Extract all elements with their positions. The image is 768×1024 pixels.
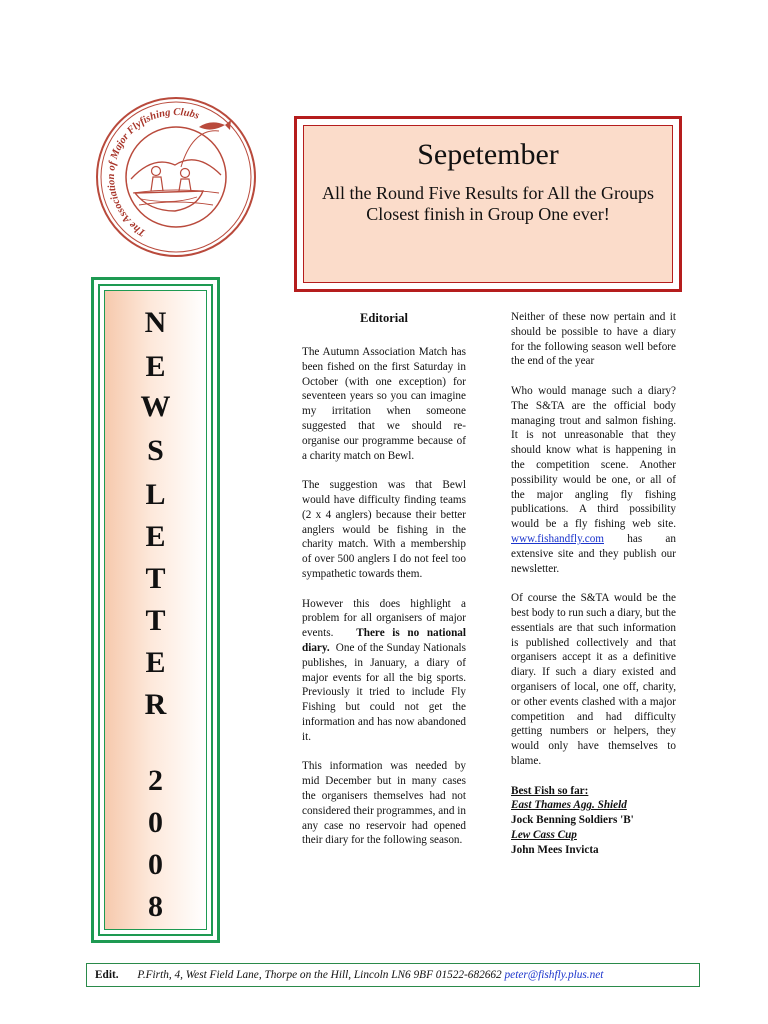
headline-line-1: All the Round Five Results for All the Groups (322, 182, 654, 203)
headline-panel (303, 125, 673, 283)
editorial-paragraph: This information was needed by mid December but in many cases the organisers themselves had not considered their programmes, and in any case no reservoir had opened their diary for the following season. (302, 760, 466, 847)
banner-year-digit: 8 (148, 890, 163, 923)
cup-winner: John Mees Invicta (511, 843, 599, 856)
banner-letter: N (144, 306, 167, 339)
banner-letter: E (145, 350, 166, 383)
editorial-column-1 (302, 345, 466, 863)
banner-letter: S (147, 434, 164, 467)
shield-winner: Jock Benning Soldiers 'B' (511, 814, 634, 827)
banner-year-digit: 2 (148, 764, 163, 797)
banner-letter: R (144, 688, 167, 721)
logo-ring-text: The Association of Major Flyfishing Clubs (106, 106, 201, 239)
banner-year-digit: 0 (148, 848, 163, 881)
editorial-paragraph: The Autumn Association Match has been fished on the first Saturday in October (with one exception) for seventeen years so you can imagine my irritation when someone suggested that we should re-organise our programme because of a charity match on Bewl. (302, 346, 466, 462)
fishandfly-link[interactable]: www.fishandfly.com (511, 532, 604, 545)
editorial-paragraph: Neither of these now pertain and it should be possible to have a diary for the following season well before the end of the year (511, 311, 676, 368)
editorial-paragraph: The suggestion was that Bewl would have difficulty finding teams (2 x 4 anglers) because their better anglers would be fishing in the charity match. With a membership of over 500 anglers I do not feel too sympathetic towards them. (302, 479, 466, 580)
editorial-column-2 (511, 310, 676, 857)
headline-line-2: Closest finish in Group One ever! (366, 204, 610, 225)
headline-box (294, 116, 682, 292)
headline-title: Sepetember (417, 138, 559, 171)
cup-name: Lew Cass Cup (511, 828, 577, 841)
best-fish-heading: Best Fish so far: (511, 784, 589, 797)
banner-letter: W (140, 390, 171, 423)
footer-address: P.Firth, 4, West Field Lane, Thorpe on the Hill, Lincoln LN6 9BF 01522-682662 (137, 969, 502, 981)
footer-email[interactable]: peter@fishfly.plus.net (504, 969, 604, 981)
editorial-paragraph: Who would manage such a diary? The S&TA are the official body managing trout and salmon fishing. It is not unreasonable that they should know what is happening in the competition scene. Another possibility would be one, or all of the major angling fly fishing publications. A third possibility would be a fly fishing web site. www.fishandfly.com has an extensive site and they publish our newsletter. (511, 384, 676, 575)
newsletter-banner (91, 277, 220, 943)
footer-label: Edit. (95, 969, 119, 981)
editorial-paragraph: Of course the S&TA would be the best body to run such a diary, but the essentials are that such information is published collectively and that organisers accept it as a definitive diary. If such a diary existed and organisers of local, one off, charity, or other events clashed with a major competition and had difficulty getting numbers or helpers, they would only have themselves to blame. (511, 592, 676, 767)
editorial-title: Editorial (360, 311, 408, 325)
newsletter-banner-panel (104, 290, 207, 930)
highlight-no-national-diary: There is no national diary. (302, 627, 466, 654)
association-logo (93, 93, 259, 263)
banner-year-digit: 0 (148, 806, 163, 839)
banner-letter: E (145, 646, 166, 679)
banner-letter: T (145, 604, 166, 637)
editorial-paragraph: However this does highlight a problem for all organisers of major events. There is no national diary. One of the Sunday Nationals publishes, in January, a diary of major events for all the big sports. Previously it tried to include Fly Fishing but could not get the information and has now abandoned it. (302, 597, 466, 743)
best-fish-section (511, 784, 676, 858)
headline-subtitle (318, 183, 658, 226)
editor-footer (86, 963, 700, 987)
banner-letter: L (145, 478, 166, 511)
banner-letter: T (145, 562, 166, 595)
shield-name: East Thames Agg. Shield (511, 799, 627, 812)
banner-letter: E (145, 520, 166, 553)
